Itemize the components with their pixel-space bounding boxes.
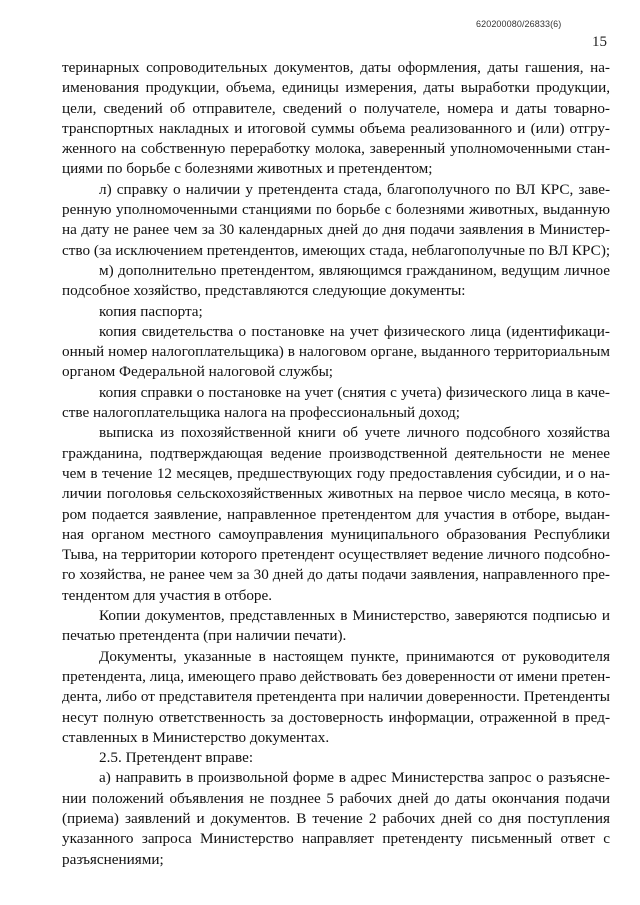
text-line: именования продукции, объема, единицы измерения, даты выработки продукции, xyxy=(62,79,610,97)
text-line: (приема) заявлений и документов. В течение 2 рабочих дней со дня поступления xyxy=(62,809,610,827)
text-line: 2.5. Претендент вправе: xyxy=(99,749,254,767)
text-line: ная органом местного самоуправления муниципального образования Республики xyxy=(62,525,610,543)
text-line: печатью претендента (при наличии печати). xyxy=(62,627,347,645)
text-line: л) справку о наличии у претендента стада, благополучного по ВЛ КРС, заве- xyxy=(99,180,610,198)
text-line: Документы, указанные в настоящем пункте, принимаются от руководителя xyxy=(99,647,610,665)
text-line: претендента, лица, имеющего право действовать без доверенности от имени претен- xyxy=(62,667,610,685)
text-line: нии положений объявления не позднее 5 рабочих дней до даты окончания подачи xyxy=(62,789,610,807)
text-line: цели, сведений об отправителе, сведений о получателе, номера и даты товарно- xyxy=(62,99,610,117)
text-line: выписка из похозяйственной книги об учете личного подсобного хозяйства xyxy=(99,424,610,442)
text-line: ром подается заявление, направленное претендентом для участия в отборе, выдан- xyxy=(62,505,610,523)
text-line: на дату не ранее чем за 30 календарных дней до дня подачи заявления в Министер- xyxy=(62,221,610,239)
text-line: Тыва, на территории которого претендент осуществляет ведение личного подсобно- xyxy=(62,546,610,564)
document-body xyxy=(62,58,610,870)
text-line: ставленных в Министерство документах. xyxy=(62,728,330,746)
text-line: копия свидетельства о постановке на учет физического лица (идентификаци- xyxy=(99,322,610,340)
text-line: подсобное хозяйство, представляются следующие документы: xyxy=(62,282,466,300)
text-line: м) дополнительно претендентом, являющимся гражданином, ведущим личное xyxy=(99,261,610,279)
text-line: циями по борьбе с болезнями животных и претендентом; xyxy=(62,160,433,178)
text-line: ренную уполномоченными станциями по борьбе с болезнями животных, выданную xyxy=(62,201,610,219)
text-line: стве налогоплательщика налога на профессиональный доход; xyxy=(62,404,460,422)
text-line: разъяснениями; xyxy=(62,850,164,868)
text-line: дента, либо от представителя претендента при наличии доверенности. Претенденты xyxy=(62,688,610,706)
text-line: копия справки о постановке на учет (снятия с учета) физического лица в каче- xyxy=(99,383,610,401)
text-line: копия паспорта; xyxy=(99,302,203,320)
document-registration-number: 620200080/26833(6) xyxy=(476,19,562,29)
text-line: транспортных накладных и итоговой суммы объема реализованного и (или) отгру- xyxy=(62,119,610,137)
page-number: 15 xyxy=(592,34,607,50)
text-line: органом Федеральной налоговой службы; xyxy=(62,363,333,381)
text-line: а) направить в произвольной форме в адрес Министерства запрос о разъясне- xyxy=(99,769,610,787)
text-line: личии поголовья сельскохозяйственных животных на первое число месяца, в кото- xyxy=(62,485,610,503)
text-line: тендентом для участия в отборе. xyxy=(62,586,273,604)
text-line: женного на собственную переработку молока, заверенный уполномоченными стан- xyxy=(62,140,610,158)
text-line: теринарных сопроводительных документов, даты оформления, даты гашения, на- xyxy=(62,59,610,76)
text-line: несут полную ответственность за достоверность информации, отраженной в пред- xyxy=(62,708,610,726)
text-line: го хозяйства, не ранее чем за 30 дней до даты подачи заявления, направленного пре- xyxy=(62,566,610,584)
text-line: указанного запроса Министерство направляет претенденту письменный ответ с xyxy=(62,830,610,848)
text-line: гражданина, подтверждающая ведение производственной деятельности не менее xyxy=(62,444,610,462)
text-line: чем в течение 12 месяцев, предшествующих году предоставления субсидии, и о на- xyxy=(62,464,610,482)
text-line: ство (за исключением претендентов, имеющих стада, неблагополучные по ВЛ КРС); xyxy=(62,241,610,259)
text-line: Копии документов, представленных в Министерство, заверяются подписью и xyxy=(99,607,610,625)
text-line: онный номер налогоплательщика) в налоговом органе, выданного территориальным xyxy=(62,343,610,361)
